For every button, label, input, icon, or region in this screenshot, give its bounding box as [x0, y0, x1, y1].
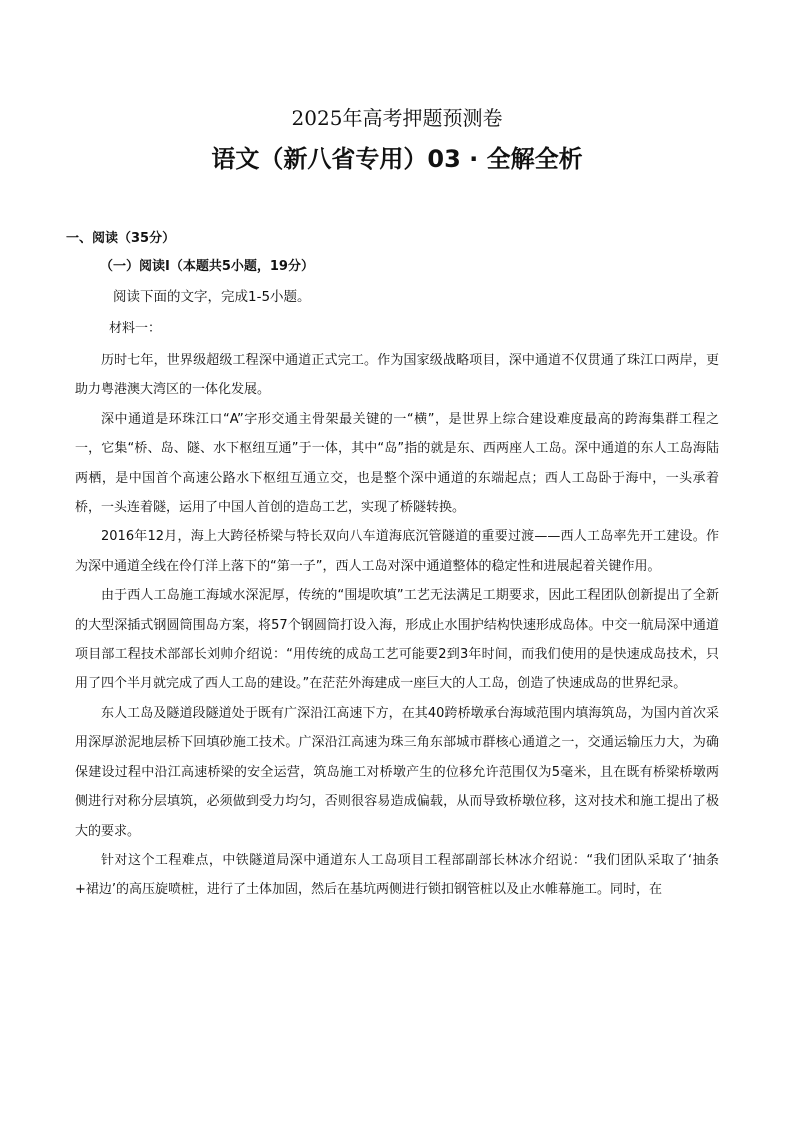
paragraph: 东人工岛及隧道段隧道处于既有广深沿江高速下方，在其40跨桥墩承台海域范围内填海筑岛，为国内首次采用深厚淤泥地层桥下回填砂施工技术。广深沿江高速为珠三角东部城市群核心通道之一，交通运输压力大，为确保建设过程中沿江高速桥梁的安全运营，筑岛施工对桥墩产生的位移允许范围仅为5毫米，且在既有桥梁桥墩两侧进行对称分层填筑，必须做到受力均匀，否则很容易造成偏载，从而导致桥墩位移，这对技术和施工提出了极大的要求。 — [75, 705, 719, 839]
subsection-heading: （一）阅读Ⅰ（本题共5小题，19分） — [100, 259, 314, 274]
section-heading: 一、阅读（35分） — [66, 231, 176, 246]
paragraph: 历时七年，世界级超级工程深中通道正式完工。作为国家级战略项目，深中通道不仅贯通了珠江口两岸，更助力粤港澳大湾区的一体化发展。 — [75, 353, 719, 398]
paragraph: 针对这个工程难点，中铁隧道局深中通道东人工岛项目工程部副部长林冰介绍说：“我们团队采取了‘抽条+裙边’的高压旋喷桩，进行了土体加固，然后在基坑两侧进行锁扣钢管桩以及止水帷幕施工。同时，在 — [75, 852, 719, 898]
material-label: 材料一： — [109, 321, 162, 336]
paragraph: 深中通道是环珠江口“A”字形交通主骨架最关键的一“横”，是世界上综合建设难度最高的跨海集群工程之一，它集“桥、岛、隧、水下枢纽互通”于一体，其中“岛”指的就是东、西两座人工岛。深中通道的东人工岛海陆两栖，是中国首个高速公路水下枢纽互通立交，也是整个深中通道的东端起点；西人工岛卧于海中，一头承着桥，一头连着隧，运用了中国人首创的造岛工艺，实现了桥隧转换。 — [75, 411, 719, 516]
paragraph: 由于西人工岛施工海域水深泥厚，传统的“围堤吹填”工艺无法满足工期要求，因此工程团队创新提出了全新的大型深插式钢圆筒围岛方案，将57个钢圆筒打设入海，形成止水围护结构快速形成岛体。中交一航局深中通道项目部工程技术部部长刘帅介绍说：“用传统的成岛工艺可能要2到3年时间，而我们使用的是快速成岛技术，只用了四个半月就完成了西人工岛的建设。”在茫茫外海建成一座巨大的人工岛，创造了快速成岛的世界纪录。 — [75, 588, 719, 692]
document-subtitle: 语文（新八省专用）03 · 全解全析 — [211, 145, 583, 173]
reading-passage — [75, 346, 719, 905]
paragraph: 2016年12月，海上大跨径桥梁与特长双向八车道海底沉管隧道的重要过渡——西人工岛率先开工建设。作为深中通道全线在伶仃洋上落下的“第一子”，西人工岛对深中通道整体的稳定性和进展起着关键作用。 — [75, 529, 719, 574]
instruction-text: 阅读下面的文字，完成1-5小题。 — [113, 289, 311, 305]
document-title: 2025年高考押题预测卷 — [291, 106, 503, 130]
